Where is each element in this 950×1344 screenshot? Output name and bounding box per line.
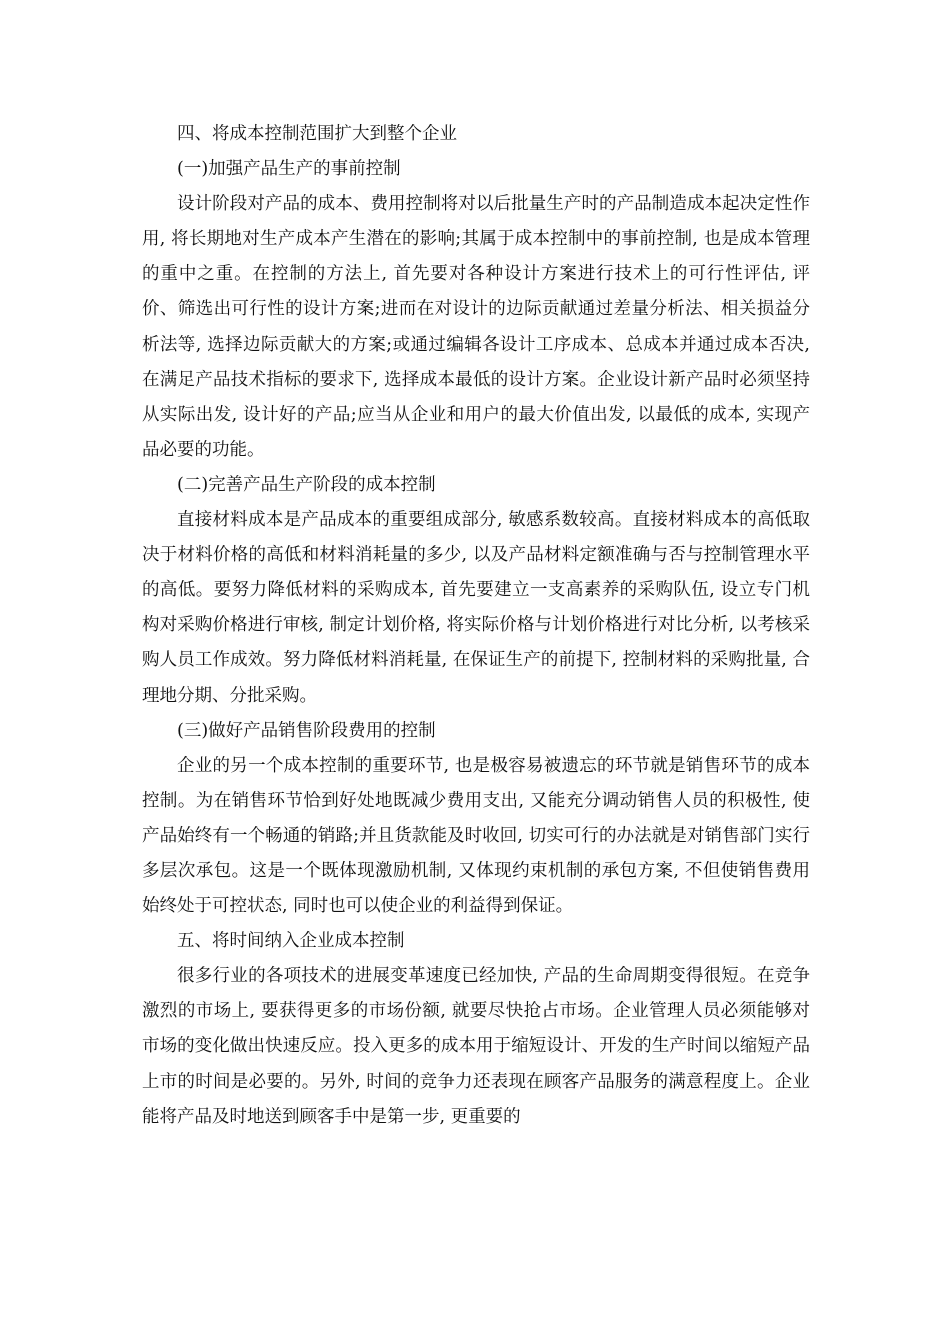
document-body [142, 117, 810, 1135]
subsection-heading: (一)加强产品生产的事前控制 [177, 159, 401, 180]
section-heading: 五、将时间纳入企业成本控制 [177, 931, 405, 952]
paragraph: 设计阶段对产品的成本、费用控制将对以后批量生产时的产品制造成本起决定性作用, 将长期地对生产成本产生潜在的影响;其属于成本控制中的事前控制, 也是成本管理的重中之重。在控制的方法上, 首先要对各种设计方案进行技术上的可行性评估, 评价、筛选出可行性的设计方案;进而在对设计的边际贡献通过差量分析法、相关损益分析法等, 选择边际贡献大的方案;或通过编辑各设计工序成本、总成本并通过成本否决, 在满足产品技术指标的要求下, 选择成本最低的设计方案。企业设计新产品时必须坚持从实际出发, 设计好的产品;应当从企业和用户的最大价值出发, 以最低的成本, 实现产品必要的功能。 [142, 194, 810, 460]
paragraph: 企业的另一个成本控制的重要环节, 也是极容易被遗忘的环节就是销售环节的成本控制。为在销售环节恰到好处地既减少费用支出, 又能充分调动销售人员的积极性, 使产品始终有一个畅通的销路;并且货款能及时收回, 切实可行的办法就是对销售部门实行多层次承包。这是一个既体现激励机制, 又体现约束机制的承包方案, 不但使销售费用始终处于可控状态, 同时也可以使企业的利益得到保证。 [142, 755, 810, 917]
paragraph: 直接材料成本是产品成本的重要组成部分, 敏感系数较高。直接材料成本的高低取决于材料价格的高低和材料消耗量的多少, 以及产品材料定额准确与否与控制管理水平的高低。要努力降低材料的采购成本, 首先要建立一支高素养的采购队伍, 设立专门机构对采购价格进行审核, 制定计划价格, 将实际价格与计划价格进行对比分析, 以考核采购人员工作成效。努力降低材料消耗量, 在保证生产的前提下, 控制材料的采购批量, 合理地分期、分批采购。 [142, 510, 810, 706]
paragraph: 很多行业的各项技术的进展变革速度已经加快, 产品的生命周期变得很短。在竞争激烈的市场上, 要获得更多的市场份额, 就要尽快抢占市场。企业管理人员必须能够对市场的变化做出快速反应。投入更多的成本用于缩短设计、开发的生产时间以缩短产品上市的时间是必要的。另外, 时间的竞争力还表现在顾客产品服务的满意程度上。企业能将产品及时地送到顾客手中是第一步, 更重要的 [142, 966, 810, 1127]
section-heading: 四、将成本控制范围扩大到整个企业 [177, 124, 457, 144]
subsection-heading: (三)做好产品销售阶段费用的控制 [177, 720, 436, 741]
subsection-heading: (二)完善产品生产阶段的成本控制 [177, 474, 436, 495]
